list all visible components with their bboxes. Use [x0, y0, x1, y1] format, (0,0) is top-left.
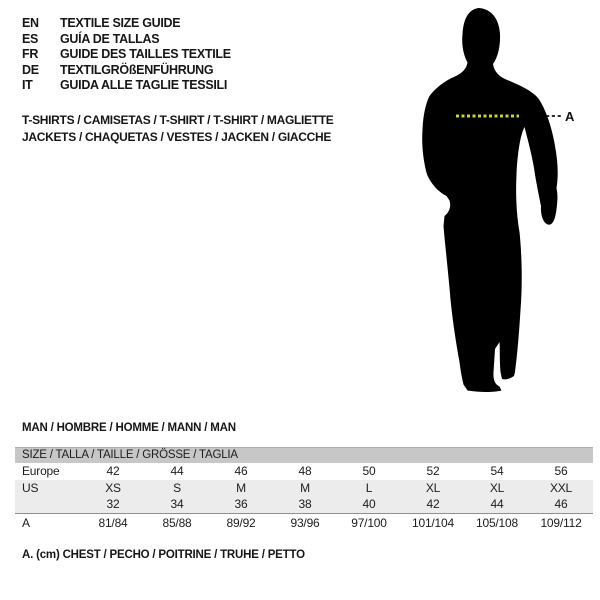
size-value: L	[365, 481, 373, 495]
size-value: 40	[362, 497, 376, 511]
size-value: 46	[554, 497, 568, 511]
man-silhouette-svg	[405, 4, 580, 404]
language-row	[22, 63, 231, 79]
language-row	[22, 47, 231, 63]
size-value: 50	[362, 464, 376, 478]
table-row-europe	[15, 463, 593, 480]
size-value: 97/100	[351, 516, 387, 530]
size-value: 81/84	[98, 516, 128, 530]
size-value: 42	[106, 464, 120, 478]
size-table	[15, 447, 593, 532]
size-value: M	[300, 481, 310, 495]
size-value: 101/104	[412, 516, 454, 530]
size-value: 36	[234, 497, 248, 511]
language-label: TEXTILE SIZE GUIDE	[60, 16, 181, 30]
size-value: 93/96	[290, 516, 320, 530]
footnote: A. (cm) CHEST / PECHO / POITRINE / TRUHE / PETTO	[22, 549, 305, 561]
size-value: 44	[170, 464, 184, 478]
row-label: A	[22, 516, 30, 530]
table-row-us	[15, 480, 593, 496]
measure-label-a: A	[565, 109, 575, 124]
size-value: 52	[426, 464, 440, 478]
language-label: TEXTILGRÖßENFÜHRUNG	[60, 62, 214, 77]
row-label	[15, 496, 81, 513]
row-label: US	[22, 481, 39, 495]
size-value: 48	[298, 464, 312, 478]
size-value: 85/88	[162, 516, 192, 530]
size-value: 89/92	[226, 516, 256, 530]
language-list	[22, 16, 231, 94]
category-line-jackets: JACKETS / CHAQUETAS / VESTES / JACKEN / GIACCHE	[22, 129, 332, 144]
man-silhouette-figure	[405, 4, 580, 404]
size-table-header: SIZE / TALLA / TAILLE / GRÖSSE / TAGLIA	[15, 448, 593, 463]
size-value: 46	[234, 464, 248, 478]
size-value: 38	[298, 497, 312, 511]
language-row	[22, 78, 231, 94]
language-code: FR	[22, 47, 39, 62]
row-label: Europe	[22, 464, 60, 478]
size-value: XXL	[549, 481, 573, 495]
size-value: 32	[106, 497, 120, 511]
language-code: IT	[22, 78, 33, 93]
category-line-tshirts: T-SHIRTS / CAMISETAS / T-SHIRT / T-SHIRT / MAGLIETTE	[22, 113, 334, 127]
garment-categories	[22, 112, 334, 145]
language-label: GUÍA DE TALLAS	[60, 31, 160, 46]
language-code: DE	[22, 62, 39, 77]
size-value: 42	[426, 497, 440, 511]
size-value: XL	[489, 481, 505, 495]
size-value: 34	[170, 497, 184, 511]
size-value: M	[236, 481, 246, 495]
silhouette-shape	[422, 8, 558, 392]
language-label: GUIDE DES TAILLES TEXTILE	[60, 47, 231, 62]
size-value: XL	[425, 481, 441, 495]
size-value: S	[173, 481, 181, 495]
language-code: EN	[22, 16, 39, 30]
table-row-numeric	[15, 496, 593, 514]
size-value: XS	[105, 481, 121, 495]
language-row	[22, 32, 231, 48]
language-label: GUIDA ALLE TAGLIE TESSILI	[60, 78, 228, 93]
size-value: 109/112	[540, 516, 582, 530]
size-value: 56	[554, 464, 568, 478]
section-title: MAN / HOMBRE / HOMME / MANN / MAN	[22, 422, 236, 434]
size-value: 105/108	[476, 516, 518, 530]
size-value: 44	[490, 497, 504, 511]
table-row-chest-cm	[15, 514, 593, 532]
language-row	[22, 16, 231, 32]
language-code: ES	[22, 31, 39, 46]
size-value: 54	[490, 464, 504, 478]
